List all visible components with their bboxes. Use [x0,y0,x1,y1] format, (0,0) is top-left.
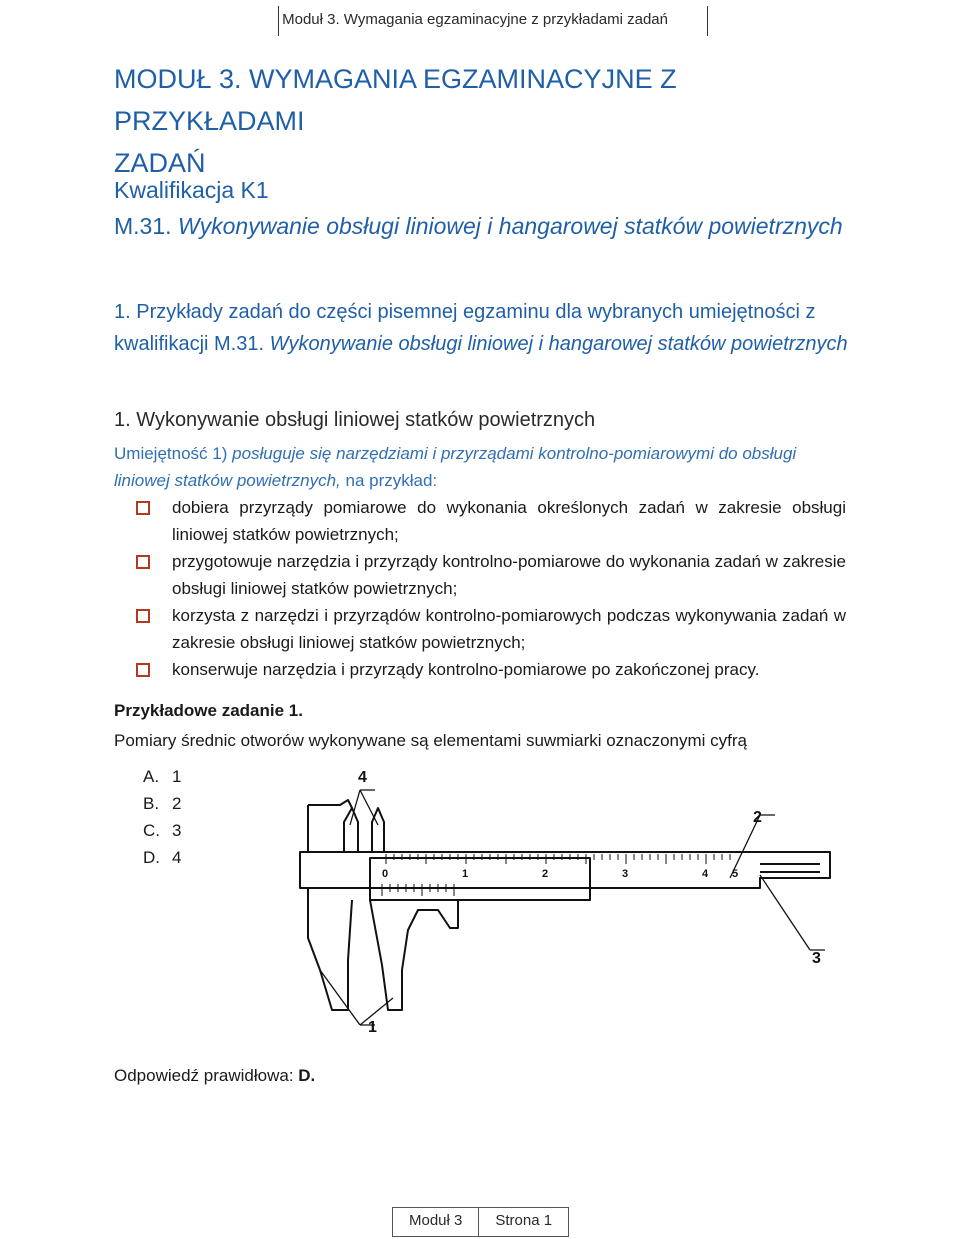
slider [370,858,590,900]
title-line-1: MODUŁ 3. WYMAGANIA EGZAMINACYJNE Z PRZYKŁADAMI [114,64,677,136]
running-header: Moduł 3. Wymagania egzaminacyjne z przykładami zadań [282,11,668,28]
skill-italic: posługuje się narzędziami i przyrządami kontrolno-pomiarowymi do obsługi liniowej statków powietrznych, [114,444,797,490]
moving-upper-jaw [372,808,384,852]
page-footer [392,1207,569,1235]
figure-label-3: 3 [812,950,821,967]
task-question: Pomiary średnic otworów wykonywane są elementami suwmiarki oznaczonymi cyfrą [114,731,748,750]
caliper-figure [290,760,850,1050]
answer-value: D. [298,1066,316,1085]
answer-options [143,763,181,871]
figure-label-1: 1 [368,1019,377,1036]
fixed-lower-jaw [308,888,352,1010]
vernier-scale [382,884,454,896]
list-item [114,656,846,683]
footer-module: Moduł 3 [392,1207,479,1237]
qualification-label: Kwalifikacja K1 [114,177,269,203]
scale-label: 3 [622,868,629,880]
answer-option-b: B. 2 [143,794,182,813]
skill-description [114,440,846,494]
checkbox-bullet-icon [136,555,150,569]
section-heading-1 [114,296,854,360]
scale-label: 1 [462,868,469,880]
scale-numbers [382,868,738,880]
skill-prefix: Umiejętność 1) [114,444,228,463]
leader-1 [320,970,393,1025]
qualification-block [114,172,854,244]
qualification-name [114,208,854,244]
bullet-list [114,494,846,683]
list-item [114,548,846,602]
answer-option-d: D. 4 [143,848,182,867]
skill-suffix: na przykład: [345,471,438,490]
scale-label: 4 [702,868,709,880]
checkbox-bullet-icon [136,609,150,623]
checkbox-bullet-icon [136,501,150,515]
list-item-text: dobiera przyrządy pomiarowe do wykonania określonych zadań w zakresie obsługi liniowej statków powietrznych; [172,498,846,544]
fixed-upper-jaw [308,805,358,852]
title-line-2: ZADAŃ [114,148,206,178]
leader-3 [760,875,825,950]
answer-option-a: A. 1 [143,767,182,786]
scale-label: 0 [382,868,389,880]
page-title [114,58,854,184]
section-heading-1-prefix: 1. Przykłady zadań do części pisemnej egzaminu dla wybranych umiejętności z kwalifikacji M.31. [114,301,816,355]
section-heading-2: 1. Wykonywanie obsługi liniowej statków powietrznych [114,409,596,431]
figure-label-2: 2 [753,809,762,826]
task-label: Przykładowe zadanie 1. [114,701,303,720]
section-heading-1-italic: Wykonywanie obsługi liniowej i hangarowej statków powietrznych [269,333,848,355]
qualification-title: Wykonywanie obsługi liniowej i hangarowej statków powietrznych [177,213,843,239]
moving-lower-jaw [370,900,458,1010]
qualification-code: M.31. [114,213,172,239]
scale-label: 2 [542,868,549,880]
figure-label-4: 4 [358,769,367,786]
correct-answer [114,1066,315,1086]
list-item [114,494,846,548]
footer-page-number: Strona 1 [479,1207,569,1237]
answer-prefix: Odpowiedź prawidłowa: [114,1066,294,1085]
checkbox-bullet-icon [136,663,150,677]
list-item-text: korzysta z narzędzi i przyrządów kontrolno-pomiarowych podczas wykonywania zadań w zakresie obsługi liniowej statków powietrznych; [172,606,846,652]
list-item-text: konserwuje narzędzia i przyrządy kontrolno-pomiarowe po zakończonej pracy. [172,660,760,679]
answer-option-c: C. 3 [143,821,182,840]
scale-label: 5 [732,868,739,880]
list-item-text: przygotowuje narzędzia i przyrządy kontrolno-pomiarowe do wykonania zadań w zakresie obsługi liniowej statków powietrznych; [172,552,846,598]
list-item [114,602,846,656]
